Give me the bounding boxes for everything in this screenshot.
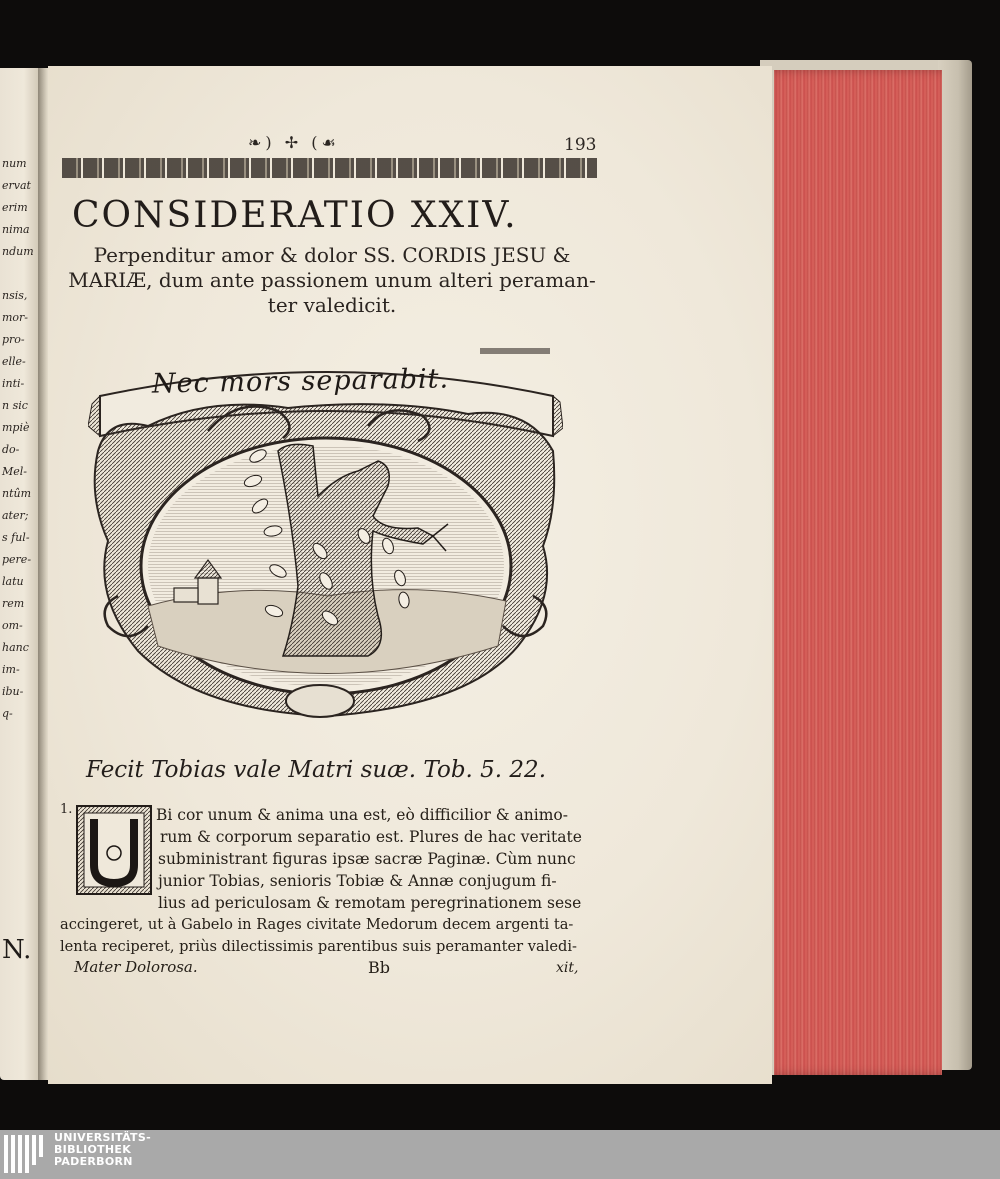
library-name-line: UNIVERSITÄTS- [54, 1131, 151, 1144]
ornamental-band [62, 158, 597, 178]
library-name-line: BIBLIOTHEK [54, 1143, 132, 1156]
emblem-engraving [88, 356, 563, 731]
library-name-line: PADERBORN [54, 1155, 133, 1168]
body-line: lenta reciperet, priùs dilectissimis parentibus suis peramanter valedi- [60, 938, 577, 955]
left-page-fragment: ibu- [2, 685, 24, 698]
left-page-fragment: inti- [2, 377, 25, 390]
left-page-fragment: q- [2, 707, 13, 720]
subtitle-line: MARIÆ, dum ante passionem unum alteri peraman- [68, 268, 596, 292]
left-page-fragment: Mel- [2, 465, 28, 478]
subtitle-line: ter valedicit. [267, 293, 397, 317]
ink-smudge [480, 348, 550, 354]
left-page-fragment: mor- [2, 311, 29, 324]
bottom-shell [286, 685, 354, 717]
left-page-fragment: ater; [2, 509, 29, 522]
left-page-fragment: elle- [2, 355, 26, 368]
page-number: 193 [564, 135, 597, 155]
left-page-fragment: mpiè [2, 421, 30, 434]
decorated-initial-U [76, 805, 152, 895]
paragraph-number: 1. [60, 802, 73, 817]
left-page-fragment: hanc [2, 641, 29, 654]
left-page-fragment: im- [2, 663, 20, 676]
left-page-fragment: om- [2, 619, 23, 632]
subtitle [62, 243, 602, 318]
body-line: lius ad periculosam & remotam peregrinationem sese [158, 894, 582, 912]
signature-mark: Bb [368, 958, 390, 977]
body-line: accingeret, ut à Gabelo in Rages civitate Medorum decem argenti ta- [60, 916, 574, 933]
left-page [0, 68, 40, 1080]
left-page-fragment: do- [2, 443, 20, 456]
left-page-fragment: pro- [2, 333, 25, 346]
subtitle-line: Perpenditur amor & dolor SS. CORDIS JESU & [93, 243, 571, 267]
emblem-motto: Nec mors separabit. [151, 363, 450, 400]
catchword: xit, [556, 960, 579, 976]
page-title: CONSIDERATIO XXIV. [72, 195, 518, 236]
left-page-fragment: ndum [2, 245, 34, 258]
left-page-fragment: erim [2, 201, 28, 214]
left-page-fragment: nima [2, 223, 30, 236]
left-page-large-letter: N. [2, 935, 32, 965]
left-page-fragment: rem [2, 597, 25, 610]
emblem-caption: Fecit Tobias vale Matri suæ. Tob. 5. 22. [86, 757, 546, 783]
left-page-fragment: nsis, [2, 289, 28, 302]
book-cover-board [938, 60, 972, 1070]
left-page-fragment: s ful- [2, 531, 30, 544]
body-line: Bi cor unum & anima una est, eò difficilior & animo- [156, 806, 568, 824]
body-line: junior Tobias, senioris Tobiæ & Annæ conjugum fi- [158, 872, 557, 890]
left-page-fragment: ervat [2, 179, 31, 192]
red-page-edges [762, 70, 942, 1075]
left-page-fragment: n sic [2, 399, 28, 412]
signature-line: Mater Dolorosa. [74, 958, 198, 976]
library-logo-icon [4, 1133, 46, 1175]
body-line: subministrant figuras ipsæ sacræ Paginæ. Cùm nunc [158, 850, 576, 868]
body-line: rum & corporum separatio est. Plures de hac veritate [160, 828, 582, 846]
left-page-fragment: num [2, 157, 27, 170]
left-page-fragment: pere- [2, 553, 32, 566]
library-name [54, 1132, 151, 1168]
left-page-fragment: latu [2, 575, 24, 588]
left-page-fragment: ntûm [2, 487, 32, 500]
header-ornament: ❧) ✢ (☙ [248, 133, 340, 152]
